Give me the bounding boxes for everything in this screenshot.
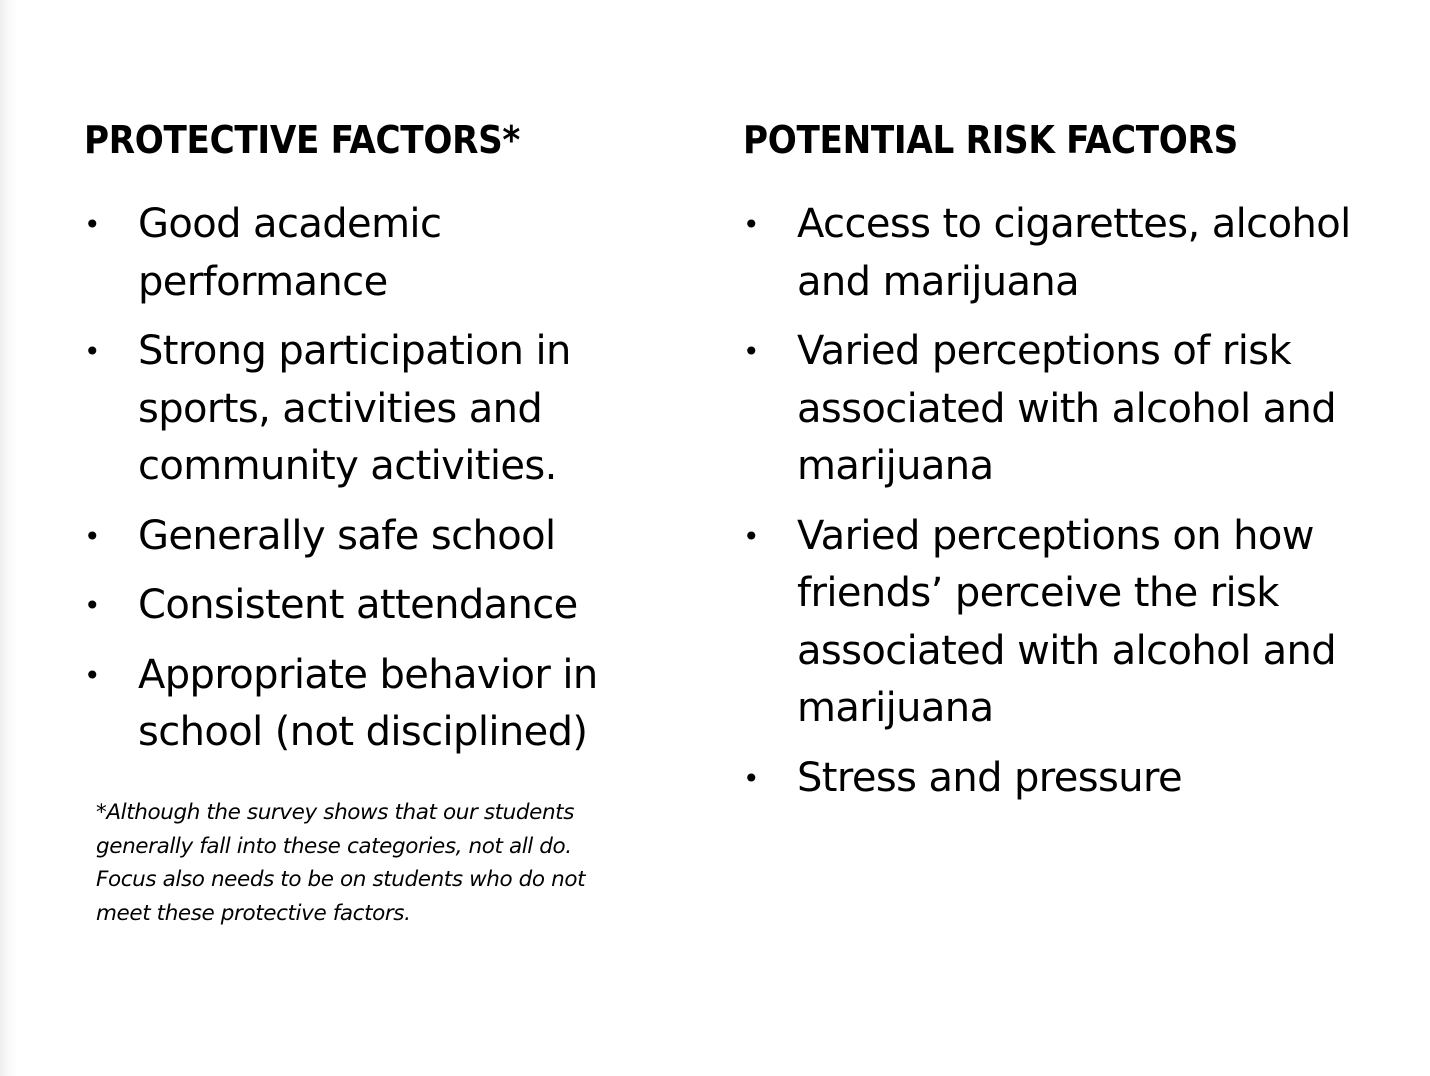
footnote: *Although the survey shows that our students generally fall into these categories, not all do. Focus also needs to be on students who do not meet these protective factors. [96,800,586,926]
list-item-text: Generally safe school [138,512,556,559]
list-item-text: Appropriate behavior in school (not disciplined) [138,651,598,755]
list-item-text: Strong participation in sports, activities and community activities. [138,328,571,489]
list-item [84,647,684,762]
list-item [84,508,684,566]
bullet-icon: • [84,208,100,241]
risk-factors-column [743,114,1413,819]
bullet-icon: • [84,335,100,368]
bullet-icon: • [84,589,100,622]
list-item-text: Good academic performance [138,201,442,305]
list-item [84,577,684,635]
bullet-icon: • [84,658,100,692]
list-item-text: Stress and pressure [797,754,1182,801]
protective-factors-column [84,114,684,774]
list-item [743,750,1413,808]
list-item-text: Varied perceptions on how friends’ perceive the risk associated with alcohol and marijuana [797,512,1337,731]
risk-factors-list [743,196,1413,807]
bullet-icon: • [84,519,100,553]
list-item-text: Access to cigarettes, alcohol and marijuana [797,201,1351,305]
bullet-icon: • [743,519,759,553]
bullet-icon: • [743,208,759,241]
protective-factors-heading: PROTECTIVE FACTORS* [84,118,520,162]
list-item [84,196,684,311]
list-item-text: Varied perceptions of risk associated with alcohol and marijuana [797,328,1337,489]
list-item [743,508,1413,738]
protective-factors-list [84,196,684,762]
list-item [84,323,684,496]
bullet-icon: • [743,761,759,795]
bullet-icon: • [743,335,759,368]
list-item [743,323,1413,496]
list-item-text: Consistent attendance [138,582,578,628]
list-item [743,196,1413,311]
risk-factors-heading: POTENTIAL RISK FACTORS [743,118,1238,162]
